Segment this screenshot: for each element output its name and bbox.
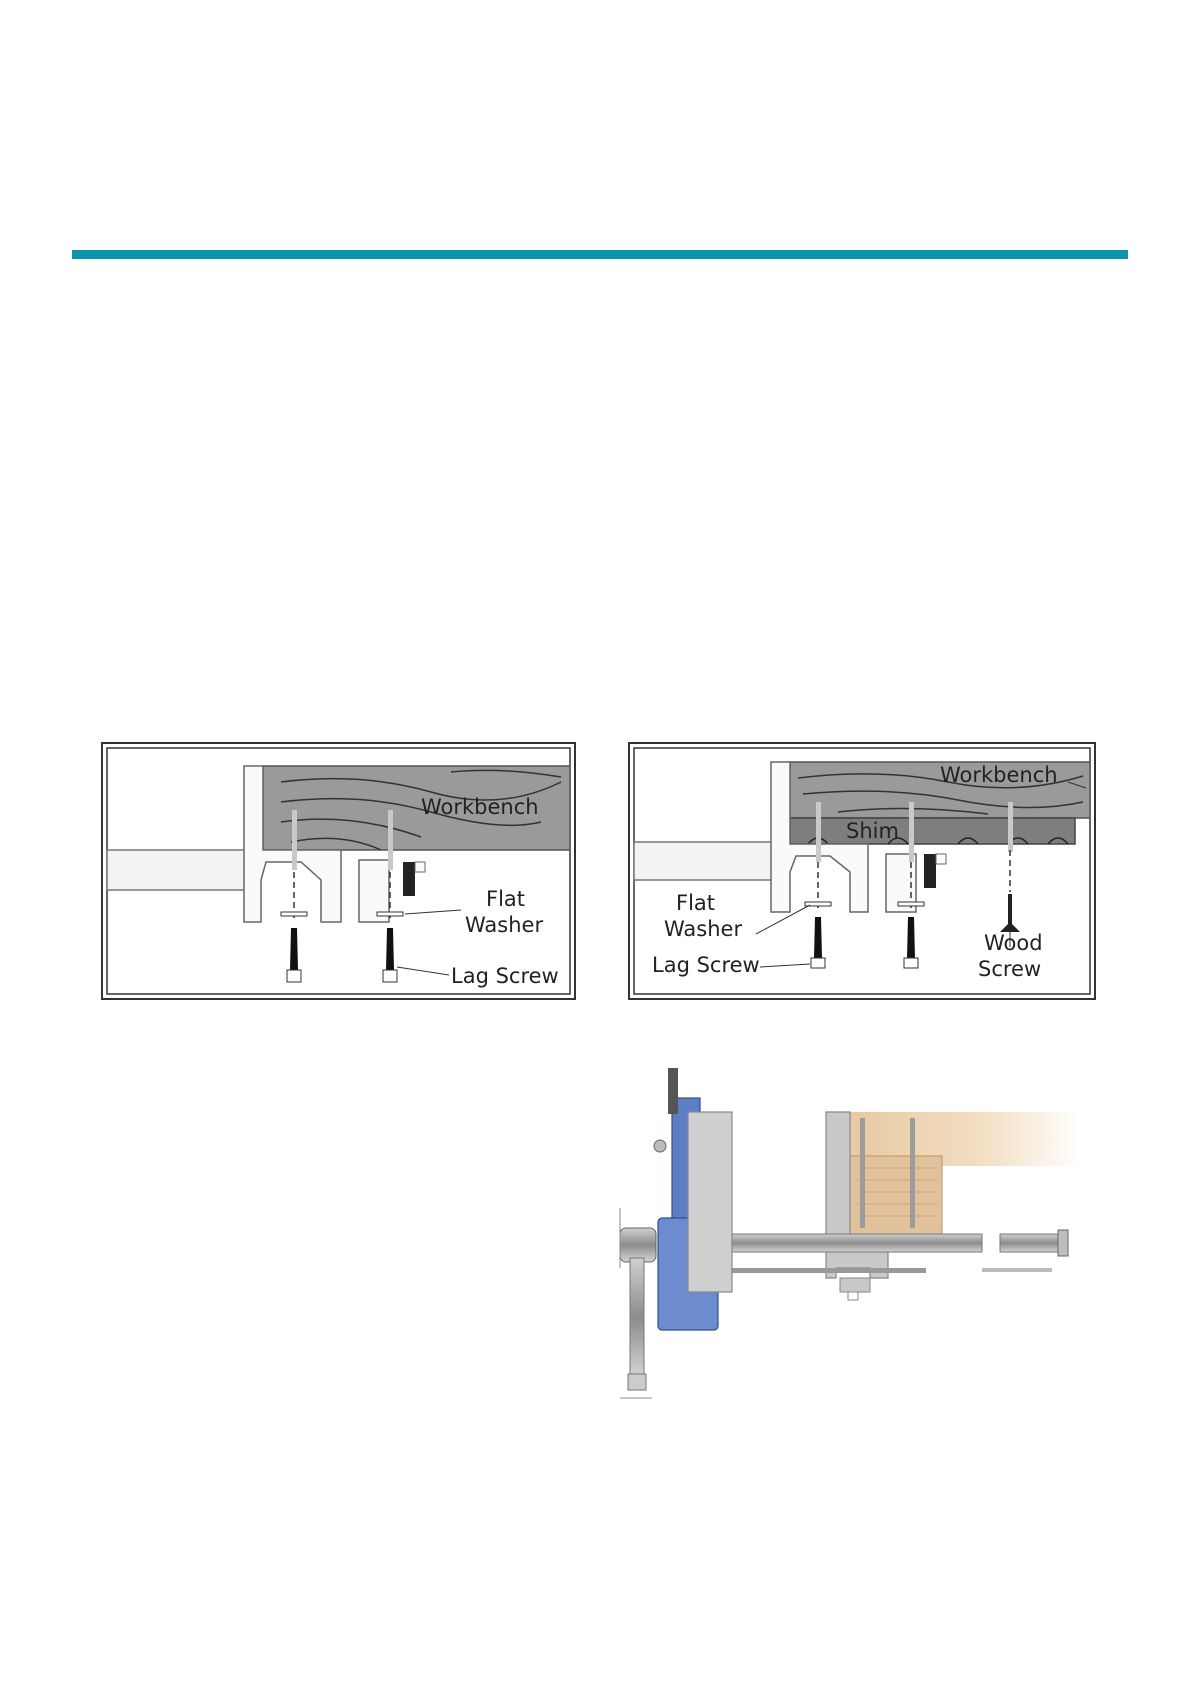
main-screw	[712, 1234, 982, 1252]
bolt-hole-2	[909, 802, 914, 862]
jaw-plate	[688, 1112, 732, 1292]
vise-assembly-illustration	[612, 1068, 1082, 1408]
lag-screw-1	[290, 928, 298, 970]
lag-screw-2	[386, 928, 394, 970]
diagram-mounting-direct-svg	[101, 742, 576, 1000]
lag-screw-head-1	[811, 958, 825, 968]
rail-bar	[634, 842, 774, 880]
section-divider	[72, 250, 1128, 259]
label-workbench: Workbench	[940, 763, 1058, 787]
bolt-1	[860, 1118, 865, 1228]
bolt-hole-2	[388, 810, 393, 870]
label-screw: Screw	[978, 957, 1042, 981]
guide-rod	[716, 1268, 926, 1273]
lag-screw-2	[907, 917, 915, 958]
label-lag-screw: Lag Screw	[652, 953, 760, 977]
dog-post	[668, 1068, 678, 1114]
vise-stop-tab	[415, 862, 425, 872]
lag-screw-head-1	[287, 970, 301, 982]
bolt-hole-3	[1008, 802, 1013, 852]
lag-screw-head-2	[383, 970, 397, 982]
bolt-2	[910, 1118, 915, 1228]
label-washer: Washer	[664, 917, 743, 941]
label-flat: Flat	[486, 887, 526, 911]
vise-stop-tab	[936, 854, 946, 864]
bolt-hole-1	[816, 802, 821, 862]
rail-bar	[107, 850, 247, 890]
washer-2	[377, 912, 403, 916]
label-workbench: Workbench	[421, 795, 539, 819]
diagram-mounting-shim	[628, 742, 1096, 1000]
shim-board	[790, 818, 1075, 844]
washer-1	[281, 912, 307, 916]
label-lag-screw: Lag Screw	[451, 964, 559, 988]
rear-jaw-foot	[840, 1278, 870, 1292]
lag-screw-1	[814, 917, 822, 958]
diagram-mounting-shim-svg	[628, 742, 1096, 1000]
vise-stop	[924, 854, 936, 888]
vise-stop	[403, 862, 415, 896]
label-washer: Washer	[465, 913, 544, 937]
label-flat: Flat	[676, 891, 716, 915]
handle-bar	[630, 1258, 644, 1378]
label-shim: Shim	[846, 819, 899, 843]
label-wood: Wood	[984, 931, 1043, 955]
handle-hub	[620, 1228, 656, 1262]
lag-screw-head-2	[904, 958, 918, 968]
vise-assembly-svg	[612, 1068, 1082, 1408]
bolt-hole-1	[292, 810, 297, 870]
diagram-mounting-direct	[101, 742, 576, 1000]
washer-2	[898, 902, 924, 906]
